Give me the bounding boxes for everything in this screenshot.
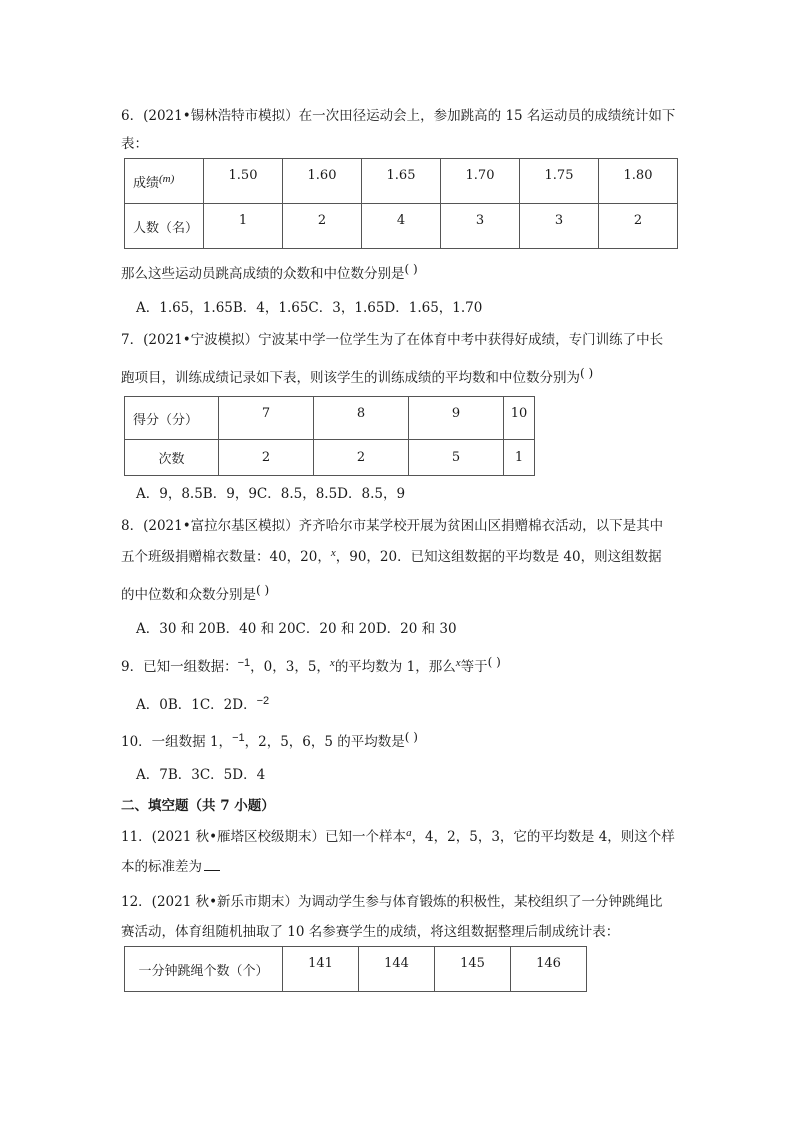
q8-line3: 的中位数和众数分别是( )	[121, 583, 270, 603]
section-title-fill-in: 二、填空题（共 7 小题）	[121, 798, 275, 814]
q7-table	[124, 396, 535, 476]
q7-table-row1-header: 得分（分）	[125, 397, 219, 440]
q6-count-cell: 2	[599, 204, 678, 249]
q8-line2: 五个班级捐赠棉衣数量：40，20，$^x$，90，20．已知这组数据的平均数是 40，则这组数据	[121, 547, 662, 565]
q8-options: A．30 和 20B．40 和 20C．20 和 20D．20 和 30	[136, 621, 457, 637]
q12-value-cell: 144	[359, 947, 435, 992]
q12-line2: 赛活动，体育组随机抽取了 10 名参赛学生的成绩，将这组数据整理后制成统计表：	[121, 924, 620, 940]
q6-count-cell: 4	[362, 204, 441, 249]
q7-count-cell: 2	[314, 440, 409, 476]
q7-line1: 7．(2021•宁波模拟）宁波某中学一位学生为了在体育中考中获得好成绩，专门训练了中长	[121, 332, 664, 348]
q7-score-cell: 7	[219, 397, 314, 440]
q7-score-cell: 8	[314, 397, 409, 440]
q6-options: A．1.65，1.65B．4，1.65C．3，1.65D．1.65，1.70	[136, 300, 483, 316]
q7-count-cell: 5	[409, 440, 504, 476]
q10-question: 10．一组数据 1，$^{-1}$，2，5，6，5 的平均数是( )	[121, 730, 418, 750]
q6-line2: 表：	[121, 136, 148, 152]
q9-question: 9．已知一组数据：$^{-1}$，0，3，5，$^x$的平均数为 1，那么$^x$等于( )	[121, 655, 501, 675]
q12-value-cell: 145	[435, 947, 511, 992]
q6-table-row2-header: 人数（名）	[125, 204, 204, 249]
answer-blank[interactable]	[204, 858, 220, 871]
q6-score-cell: 1.75	[520, 159, 599, 204]
q6-table-row1-header: 成绩$^{(m)}$	[125, 159, 204, 204]
q6-question: 那么这些运动员跳高成绩的众数和中位数分别是( )	[121, 262, 418, 282]
q6-score-cell: 1.50	[204, 159, 283, 204]
q7-table-row2-header: 次数	[125, 440, 219, 476]
q7-score-cell: 9	[409, 397, 504, 440]
q6-score-cell: 1.80	[599, 159, 678, 204]
q6-count-cell: 3	[441, 204, 520, 249]
q8-line1: 8．(2021•富拉尔基区模拟）齐齐哈尔市某学校开展为贫困山区捐赠棉衣活动，以下是其中	[121, 518, 664, 534]
q10-options: A．7B．3C．5D．4	[136, 767, 266, 783]
q7-options: A．9，8.5B．9，9C．8.5，8.5D．8.5，9	[136, 486, 406, 502]
q11-line1: 11．(2021 秋•雁塔区校级期末）已知一个样本$^a$，4，2，5，3，它的平均数是 4，则这个样	[121, 827, 675, 845]
q6-score-cell: 1.60	[283, 159, 362, 204]
q12-value-cell: 141	[283, 947, 359, 992]
q7-line2: 跑项目，训练成绩记录如下表，则该学生的训练成绩的平均数和中位数分别为( )	[121, 366, 594, 386]
q12-table	[124, 946, 587, 992]
q11-line2: 本的标准差为	[121, 858, 222, 876]
q9-options: A．0B．1C．2D．$^{-2}$	[136, 695, 270, 713]
q6-count-cell: 1	[204, 204, 283, 249]
q6-score-cell: 1.70	[441, 159, 520, 204]
q7-count-cell: 2	[219, 440, 314, 476]
q6-score-cell: 1.65	[362, 159, 441, 204]
q6-table	[124, 158, 678, 249]
q7-score-cell: 10	[504, 397, 535, 440]
q12-table-row1-header: 一分钟跳绳个数（个）	[125, 947, 283, 992]
q12-value-cell: 146	[511, 947, 587, 992]
q6-count-cell: 2	[283, 204, 362, 249]
q12-line1: 12．(2021 秋•新乐市期末）为调动学生参与体育锻炼的积极性，某校组织了一分钟跳绳比	[121, 894, 663, 910]
q7-count-cell: 1	[504, 440, 535, 476]
q6-line1: 6．(2021•锡林浩特市模拟）在一次田径运动会上，参加跳高的 15 名运动员的成绩统计如下	[121, 108, 676, 124]
q6-count-cell: 3	[520, 204, 599, 249]
